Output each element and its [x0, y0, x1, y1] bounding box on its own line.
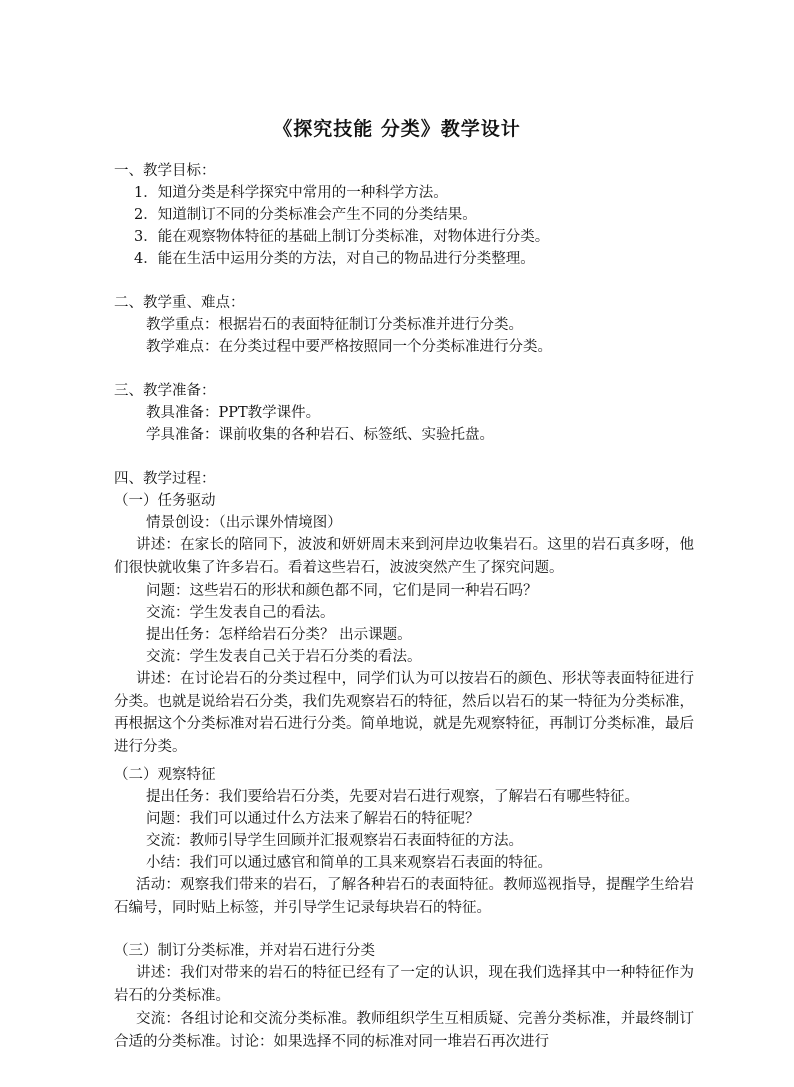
section-heading-process: 四、教学过程： — [114, 471, 216, 487]
goal-item-1: 1．知道分类是科学探究中常用的一种科学方法。 — [134, 185, 448, 201]
subsection-heading-task-driven: （一）任务驱动 — [114, 493, 216, 509]
section-heading-preparation: 三、教学准备： — [114, 383, 216, 399]
exchange-paragraph-4: 交流：各组讨论和交流分类标准。教师组织学生互相质疑、完善分类标准，并最终制订合适的分类标准。讨论：如果选择不同的标准对同一堆岩石再次进行 — [114, 1011, 694, 1050]
subsection-heading-classify: （三）制订分类标准，并对岩石进行分类 — [114, 943, 375, 959]
question-1: 问题：这些岩石的形状和颜色都不同，它们是同一种岩石吗？ — [146, 583, 538, 599]
question-2: 问题：我们可以通过什么方法来了解岩石的特征呢？ — [146, 811, 480, 827]
key-point: 教学重点：根据岩石的表面特征制订分类标准并进行分类。 — [146, 317, 523, 333]
exchange-3: 交流：教师引导学生回顾并汇报观察岩石表面特征的方法。 — [146, 833, 523, 849]
goal-item-4: 4．能在生活中运用分类的方法，对自己的物品进行分类整理。 — [134, 251, 535, 267]
goal-item-2: 2．知道制订不同的分类标准会产生不同的分类结果。 — [134, 207, 477, 223]
narration-paragraph-1: 讲述：在家长的陪同下，波波和妍妍周末来到河岸边收集岩石。这里的岩石真多呀，他们很快就收集了许多岩石。看着这些岩石，波波突然产生了探究问题。 — [114, 537, 694, 576]
student-materials: 学具准备：课前收集的各种岩石、标签纸、实验托盘。 — [146, 427, 494, 443]
goal-item-3: 3．能在观察物体特征的基础上制订分类标准，对物体进行分类。 — [134, 229, 550, 245]
exchange-2: 交流：学生发表自己关于岩石分类的看法。 — [146, 649, 422, 665]
exchange-1: 交流：学生发表自己的看法。 — [146, 605, 335, 621]
subsection-heading-observe: （二）观察特征 — [114, 767, 216, 783]
section-heading-key-points: 二、教学重、难点： — [114, 295, 245, 311]
narration-paragraph-2: 讲述：在讨论岩石的分类过程中，同学们认为可以按岩石的颜色、形状等表面特征进行分类。也就是说给岩石分类，我们先观察岩石的特征，然后以岩石的某一特征为分类标准，再根据这个分类标准对岩石进行分类。简单地说，就是先观察特征，再制订分类标准，最后进行分类。 — [114, 671, 694, 755]
scene-setting: 情景创设：（出示课外情境图） — [146, 515, 342, 531]
teacher-materials: 教具准备：PPT教学课件。 — [146, 405, 321, 421]
document-title: 《探究技能 分类》教学设计 — [273, 118, 521, 140]
narration-paragraph-3: 讲述：我们对带来的岩石的特征已经有了一定的认识，现在我们选择其中一种特征作为岩石的分类标准。 — [114, 965, 694, 1004]
summary-1: 小结：我们可以通过感官和简单的工具来观察岩石表面的特征。 — [146, 855, 552, 871]
section-heading-goals: 一、教学目标： — [114, 163, 216, 179]
task-1: 提出任务：怎样给岩石分类？ 出示课题。 — [146, 627, 412, 643]
difficult-point: 教学难点：在分类过程中要严格按照同一个分类标准进行分类。 — [146, 339, 552, 355]
task-2: 提出任务：我们要给岩石分类，先要对岩石进行观察，了解岩石有哪些特征。 — [146, 789, 639, 805]
activity-paragraph: 活动：观察我们带来的岩石，了解各种岩石的表面特征。教师巡视指导，提醒学生给岩石编号，同时贴上标签，并引导学生记录每块岩石的特征。 — [114, 877, 694, 916]
